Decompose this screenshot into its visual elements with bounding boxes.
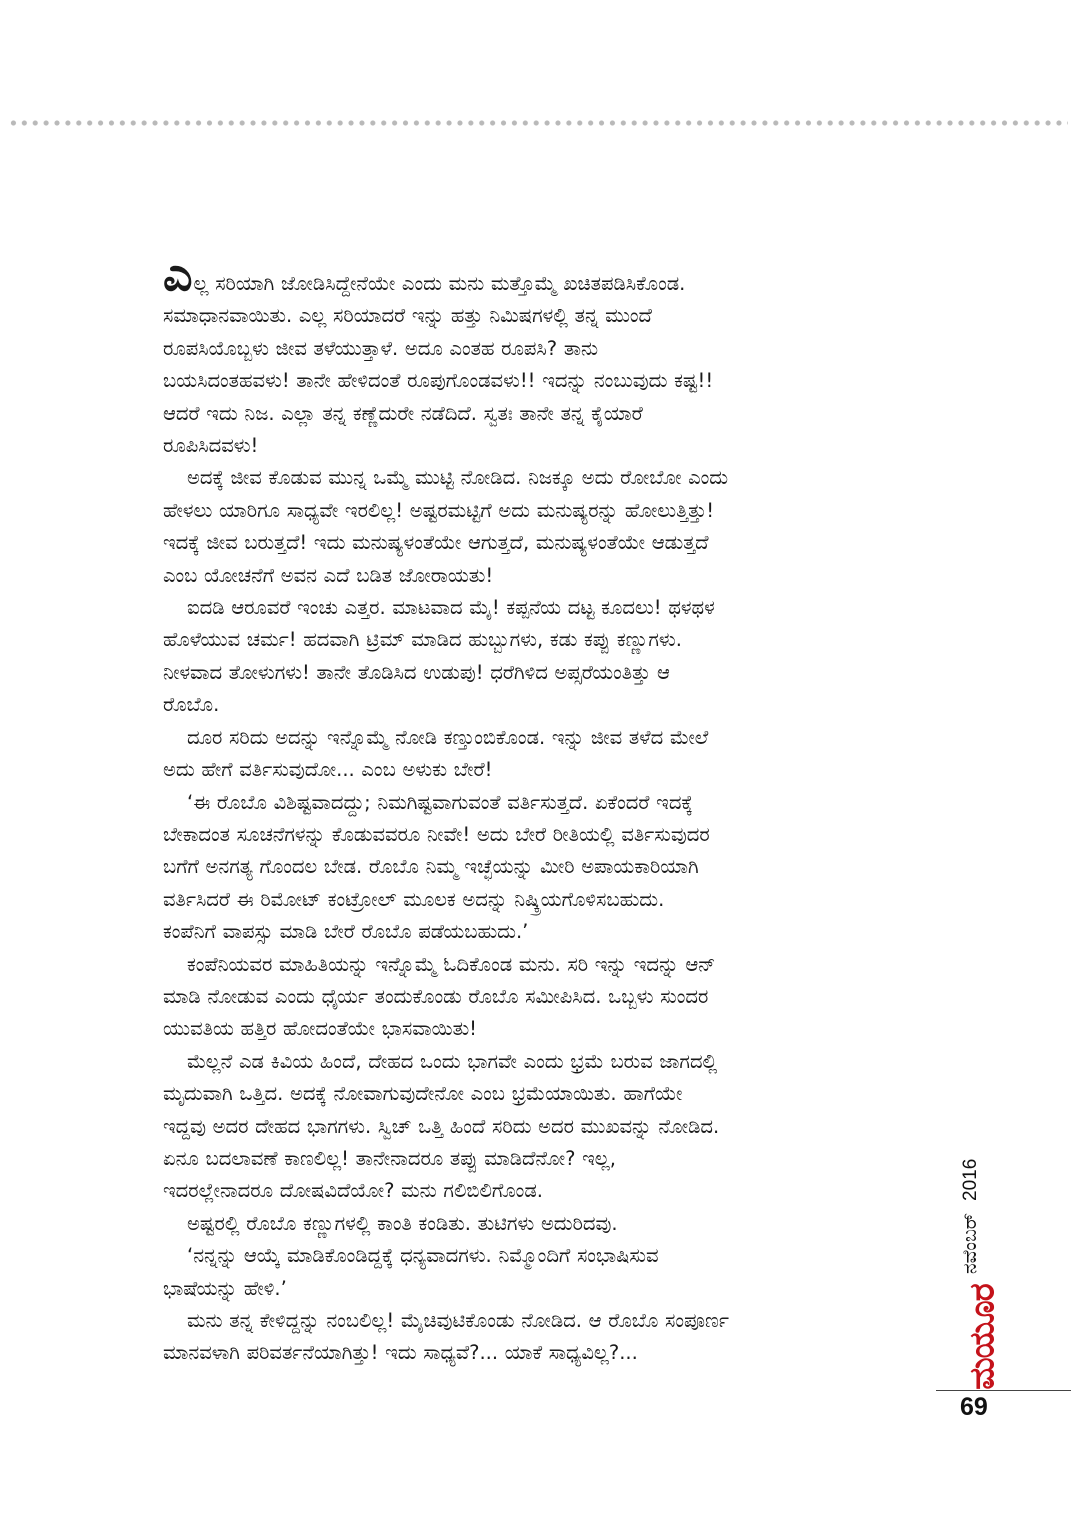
paragraph-7: ಮೆಲ್ಲನೆ ಎಡ ಕಿವಿಯ ಹಿಂದೆ, ದೇಹದ ಒಂದು ಭಾಗವೇ ಎಂದು ಭ್ರಮೆ ಬರುವ ಜಾಗದಲ್ಲಿ ಮೃದುವಾಗಿ ಒತ್ತಿದ. ಅದಕ್ಕೆ ನೋವಾಗುವುದೇನೋ ಎಂಬ ಭ್ರಮೆಯಾಯಿತು. ಹಾಗೆಯೇ ಇದ್ದವು ಅದರ ದೇಹದ ಭಾಗಗಳು. ಸ್ವಿಚ್ ಒತ್ತಿ ಹಿಂದೆ ಸರಿದು ಅದರ ಮುಖವನ್ನು ನೋಡಿದ. ಏನೂ ಬದಲಾವಣೆ ಕಾಣಲಿಲ್ಲ! ತಾನೇನಾದರೂ ತಪ್ಪು ಮಾಡಿದೆನೋ? ಇಲ್ಲ, ಇದರಲ್ಲೇನಾದರೂ ದೋಷವಿದೆಯೋ? ಮನು ಗಲಿಬಿಲಿಗೊಂಡ. — [163, 1049, 720, 1203]
article-body — [163, 247, 915, 1370]
issue-date — [953, 1104, 989, 1274]
paragraph-3: ಐದಡಿ ಆರೂವರೆ ಇಂಚು ಎತ್ತರ. ಮಾಟವಾದ ಮೈ! ಕಪ್ಪನೆಯ ದಟ್ಟ ಕೂದಲು! ಥಳಥಳ ಹೊಳೆಯುವ ಚರ್ಮ! ಹದವಾಗಿ ಟ್ರಿಮ್ ಮಾಡಿದ ಹುಬ್ಬುಗಳು, ಕಡು ಕಪ್ಪು ಕಣ್ಣುಗಳು. ನೀಳವಾದ ತೋಳುಗಳು! ತಾನೇ ತೊಡಿಸಿದ ಉಡುಪು! ಧರೆಗಿಳಿದ ಅಪ್ಸರೆಯಂತಿತ್ತು ಆ ರೊಬೊ. — [163, 596, 715, 717]
magazine-name: ಮಯೂರ — [963, 1284, 1003, 1390]
paragraph-4: ದೂರ ಸರಿದು ಅದನ್ನು ಇನ್ನೊಮ್ಮೆ ನೋಡಿ ಕಣ್ತುಂಬಿಕೊಂಡ. ಇನ್ನು ಜೀವ ತಳೆದ ಮೇಲೆ ಅದು ಹೇಗೆ ವರ್ತಿಸುವುದೋ... ಎಂಬ ಅಳುಕು ಬೇರೆ! — [163, 725, 709, 782]
paragraph-2: ಅದಕ್ಕೆ ಜೀವ ಕೊಡುವ ಮುನ್ನ ಒಮ್ಮೆ ಮುಟ್ಟಿ ನೋಡಿದ. ನಿಜಕ್ಕೂ ಅದು ರೋಬೋ ಎಂದು ಹೇಳಲು ಯಾರಿಗೂ ಸಾಧ್ಯವೇ ಇರಲಿಲ್ಲ! ಅಷ್ಟರಮಟ್ಟಿಗೆ ಅದು ಮನುಷ್ಯರನ್ನು ಹೋಲುತ್ತಿತ್ತು! ಇದಕ್ಕೆ ಜೀವ ಬರುತ್ತದೆ! ಇದು ಮನುಷ್ಯಳಂತೆಯೇ ಆಗುತ್ತದೆ, ಮನುಷ್ಯಳಂತೆಯೇ ಆಡುತ್ತದೆ ಎಂಬ ಯೋಚನೆಗೆ ಅವನ ಎದೆ ಬಡಿತ ಜೋರಾಯತು! — [163, 466, 729, 587]
paragraph-9: ‘ನನ್ನನ್ನು ಆಯ್ಕೆ ಮಾಡಿಕೊಂಡಿದ್ದಕ್ಕೆ ಧನ್ಯವಾದಗಳು. ನಿಮ್ಮೊಂದಿಗೆ ಸಂಭಾಷಿಸುವ ಭಾಷೆಯನ್ನು ಹೇಳಿ.’ — [163, 1244, 659, 1300]
paragraph-10: ಮನು ತನ್ನ ಕೇಳಿದ್ದನ್ನು ನಂಬಲಿಲ್ಲ! ಮೈಚಿವುಟಿಕೊಂಡು ನೋಡಿದ. ಆ ರೊಬೊ ಸಂಪೂರ್ಣ ಮಾನವಳಾಗಿ ಪರಿವರ್ತನೆಯಾಗಿತ್ತು! ಇದು ಸಾಧ್ಯವೆ?... ಯಾಕೆ ಸಾಧ್ಯವಿಲ್ಲ?... — [163, 1309, 729, 1365]
page-number: 69 — [960, 1393, 988, 1421]
magazine-logo — [955, 1284, 1011, 1390]
paragraph-5: ‘ಈ ರೊಬೊ ವಿಶಿಷ್ಟವಾದದ್ದು; ನಿಮಗಿಷ್ಟವಾಗುವಂತೆ ವರ್ತಿಸುತ್ತದೆ. ಏಕೆಂದರೆ ಇದಕ್ಕೆ ಬೇಕಾದಂತ ಸೂಚನೆಗಳನ್ನು ಕೊಡುವವರೂ ನೀವೇ! ಅದು ಬೇರೆ ರೀತಿಯಲ್ಲಿ ವರ್ತಿಸುವುದರ ಬಗೆಗೆ ಅನಗತ್ಯ ಗೊಂದಲ ಬೇಡ. ರೊಬೊ ನಿಮ್ಮ ಇಚ್ಛೆಯನ್ನು ಮೀರಿ ಅಪಾಯಕಾರಿಯಾಗಿ ವರ್ತಿಸಿದರೆ ಈ ರಿಮೋಟ್ ಕಂಟ್ರೋಲ್ ಮೂಲಕ ಅದನ್ನು ನಿಷ್ಕ್ರಿಯಗೊಳಿಸಬಹುದು. ಕಂಪೆನಿಗೆ ವಾಪಸ್ಸು ಮಾಡಿ ಬೇರೆ ರೊಬೊ ಪಡೆಯಬಹುದು.’ — [163, 790, 710, 944]
paragraph-1: ಎಲ್ಲ ಸರಿಯಾಗಿ ಜೋಡಿಸಿದ್ದೇನೆಯೇ ಎಂದು ಮನು ಮತ್ತೊಮ್ಮೆ ಖಚಿತಪಡಿಸಿಕೊಂಡ. ಸಮಾಧಾನವಾಯಿತು. ಎಲ್ಲ ಸರಿಯಾದರೆ ಇನ್ನು ಹತ್ತು ನಿಮಿಷಗಳಲ್ಲಿ ತನ್ನ ಮುಂದೆ ರೂಪಸಿಯೊಬ್ಬಳು ಜೀವ ತಳೆಯುತ್ತಾಳೆ. ಅದೂ ಎಂತಹ ರೂಪಸಿ? ತಾನು ಬಯಸಿದಂತಹವಳು! ತಾನೇ ಹೇಳಿದಂತೆ ರೂಪುಗೊಂಡವಳು!! ಇದನ್ನು ನಂಬುವುದು ಕಷ್ಟ!! ಆದರೆ ಇದು ನಿಜ. ಎಲ್ಲಾ ತನ್ನ ಕಣ್ಣೆದುರೇ ನಡೆದಿದೆ. ಸ್ವತಃ ತಾನೇ ತನ್ನ ಕೈಯಾರೆ ರೂಪಿಸಿದವಳು! — [163, 247, 714, 458]
issue-month: ನವೆಂಬರ್ — [960, 1212, 981, 1274]
paragraph-8: ಅಷ್ಟರಲ್ಲಿ ರೊಬೊ ಕಣ್ಣುಗಳಲ್ಲಿ ಕಾಂತಿ ಕಂಡಿತು. ತುಟಿಗಳು ಅದುರಿದವು. — [187, 1211, 618, 1235]
issue-year: 2016 — [960, 1158, 981, 1201]
dotted-divider — [8, 119, 1068, 127]
footer-rule — [936, 1390, 1071, 1391]
paragraph-6: ಕಂಪೆನಿಯವರ ಮಾಹಿತಿಯನ್ನು ಇನ್ನೊಮ್ಮೆ ಓದಿಕೊಂಡ ಮನು. ಸರಿ ಇನ್ನು ಇದನ್ನು ಆನ್ ಮಾಡಿ ನೋಡುವ ಎಂದು ಧೈರ್ಯ ತಂದುಕೊಂಡು ರೊಬೊ ಸಮೀಪಿಸಿದ. ಒಬ್ಬಳು ಸುಂದರ ಯುವತಿಯ ಹತ್ತಿರ ಹೋದಂತೆಯೇ ಭಾಸವಾಯಿತು! — [163, 952, 716, 1041]
